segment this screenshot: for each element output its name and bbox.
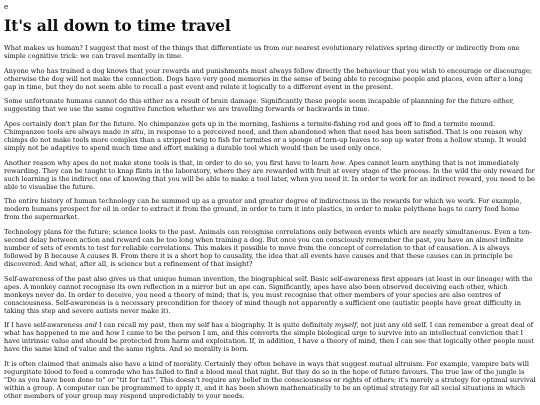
article-paragraph-2 xyxy=(4,67,536,91)
corner-mark: e xyxy=(4,3,9,11)
italic-text: causes xyxy=(87,251,110,260)
article-paragraph-4 xyxy=(4,120,536,152)
paragraph-text: Apes certainly don't plan for the future. No chimpanzee gets up in the morning, fashions a termite-fishing rod and goes off to find a termite mound. Chimpanzee tools are always made xyxy=(4,119,495,136)
paragraph-text: Another reason why apes do not make stone tools is that, in order to do so, you first have to learn xyxy=(4,158,331,167)
paragraph-text: Technology plans for the future; science looks to the past. Animals can recognise correlations only between events which are nearly simultaneous. Even a ten-second delay between action and reward can be too long when training a dog. But once you can consciously remember the past, you have an almost infinite number of sets of events to test for reliable correlations. This makes it possible to move from the concept of correlation to that of causation. A is always followed by B because A xyxy=(4,227,532,260)
italic-text: how xyxy=(330,158,345,167)
article-paragraph-1 xyxy=(4,44,536,60)
article-paragraph-10 xyxy=(4,360,536,400)
article-paragraph-9 xyxy=(4,321,536,353)
paragraph-text: . Apes cannot learn anything that is not immediately rewarding. They can be taught to knap flints in the laboratory, where they are rewarded with fruit at every stage of the process. In the wild the only reward for such learning is the indirect one of knowing that you will be able to make a tool later, when you need it. In order to work for an indirect reward, you need to be able to visualise the future. xyxy=(4,158,535,191)
article-paragraph-5 xyxy=(4,159,536,191)
paragraph-text: It is often claimed that animals also have a kind of morality. Certainly they often behave in ways that suggest mutual altruism. For example, vampire bats will regurgitate blood to feed a comrade who has failed to find a blood meal that night. But they do so in the hope of future favours. The true law of the jungle is "Do as you have been done to" or "tit for tat!". This doesn't require any belief in the consciousness or rights of others; it's merely a strategy for optimal survival within a group. A computer can be programmed to apply it, and it has been shown mathematically to be an optimal strategy for all social situations in which other members of your group may respond unpredictably to your needs. xyxy=(4,360,536,401)
paragraph-text: , in response to a perceived need, and then abandoned when that need has been satisfied. That is one reason why chimps do not make tools more complex than a stripped twig to fish for termites or a sponge of torn-up leaves to sop up water from a hollow stump. It would simply not be adaptive to spend much time and effort making a durable tool which would then be used only once. xyxy=(4,127,527,152)
paragraph-text: I can recall my past, then my self has a biography. It is quite definitely xyxy=(96,321,335,330)
paragraph-text: B. From there it is a short hop to causality, the idea that all events have causes and that these causes can in principle be discovered. And what, after all, is science but a refinement of that insight? xyxy=(4,251,513,269)
paragraph-text: What makes us human? I suggest that most of the things that differentiate us from our nearest evolutionary relatives spring directly or indirectly from one simple cognitive trick: we can travel mentally in time. xyxy=(4,44,520,61)
article-title: It's all down to time travel xyxy=(4,16,231,35)
article-paragraph-6 xyxy=(4,197,536,221)
paragraph-text: Anyone who has trained a dog knows that your rewards and punishments must always follow directly the behaviour that you wish to encourage or discourage; otherwise the dog will not make the connection. Dogs have very good memories in the sense of being able to recognise people and places, even after a long gap in time, but they do not seem able to recall a past event and relate it logically to a different event in the present. xyxy=(4,66,533,91)
italic-text: in situ xyxy=(123,127,144,136)
paragraph-text: Self-awareness of the past also gives us that unique human invention, the biographical self. Basic self-awareness first appears (at least in our lineage) with the apes. A monkey cannot recognise its own reflection in a mirror but an ape can. Significantly, apes have also been observed deceiving each other, which monkeys never do. In order to deceive, you need a theory of mind; that is, you must recognise that other members of your species are also centres of consciousness. Self-awareness is a necessary precondition for theory of mind though not apparently a sufficient one (autistic people have great difficulty in taking this step and severe autists never make it). xyxy=(4,274,533,315)
paragraph-text: Some unfortunate humans cannot do this either as a result of brain damage. Significantly these people seem incapable of plannning for the future either, suggesting that we use the same cognitive function whether we are travelling forwards or backwards in time. xyxy=(4,97,515,114)
paragraph-text: The entire history of human technology can be summed up as a greater and greater degree of indirectness in the rewards for which we work. For example, modern humans prospect for oil in order to extract it from the ground, in order to turn it into plastics, in order to make polythene bags to carry food home from the supermarket. xyxy=(4,197,522,222)
paragraph-text: , not just any old self. I can remember a great deal of what has happened to me and how I came to be the person I am, and this converts the simple biological urge to survive into an intellectual conviction that I have intrinsic value and should be protected from harm and exploitation. If, in addition, I have a theory of mind, then I can see that logically other people must have the same kind of value and the same rights. And so morality is born. xyxy=(4,321,534,354)
article-paragraph-8 xyxy=(4,275,536,315)
italic-text: myself xyxy=(334,321,357,330)
italic-text: and xyxy=(84,321,97,330)
article-paragraph-3 xyxy=(4,97,536,113)
paragraph-text: If I have self-awareness xyxy=(4,321,85,330)
article-paragraph-7 xyxy=(4,228,536,268)
article-body xyxy=(4,44,536,400)
